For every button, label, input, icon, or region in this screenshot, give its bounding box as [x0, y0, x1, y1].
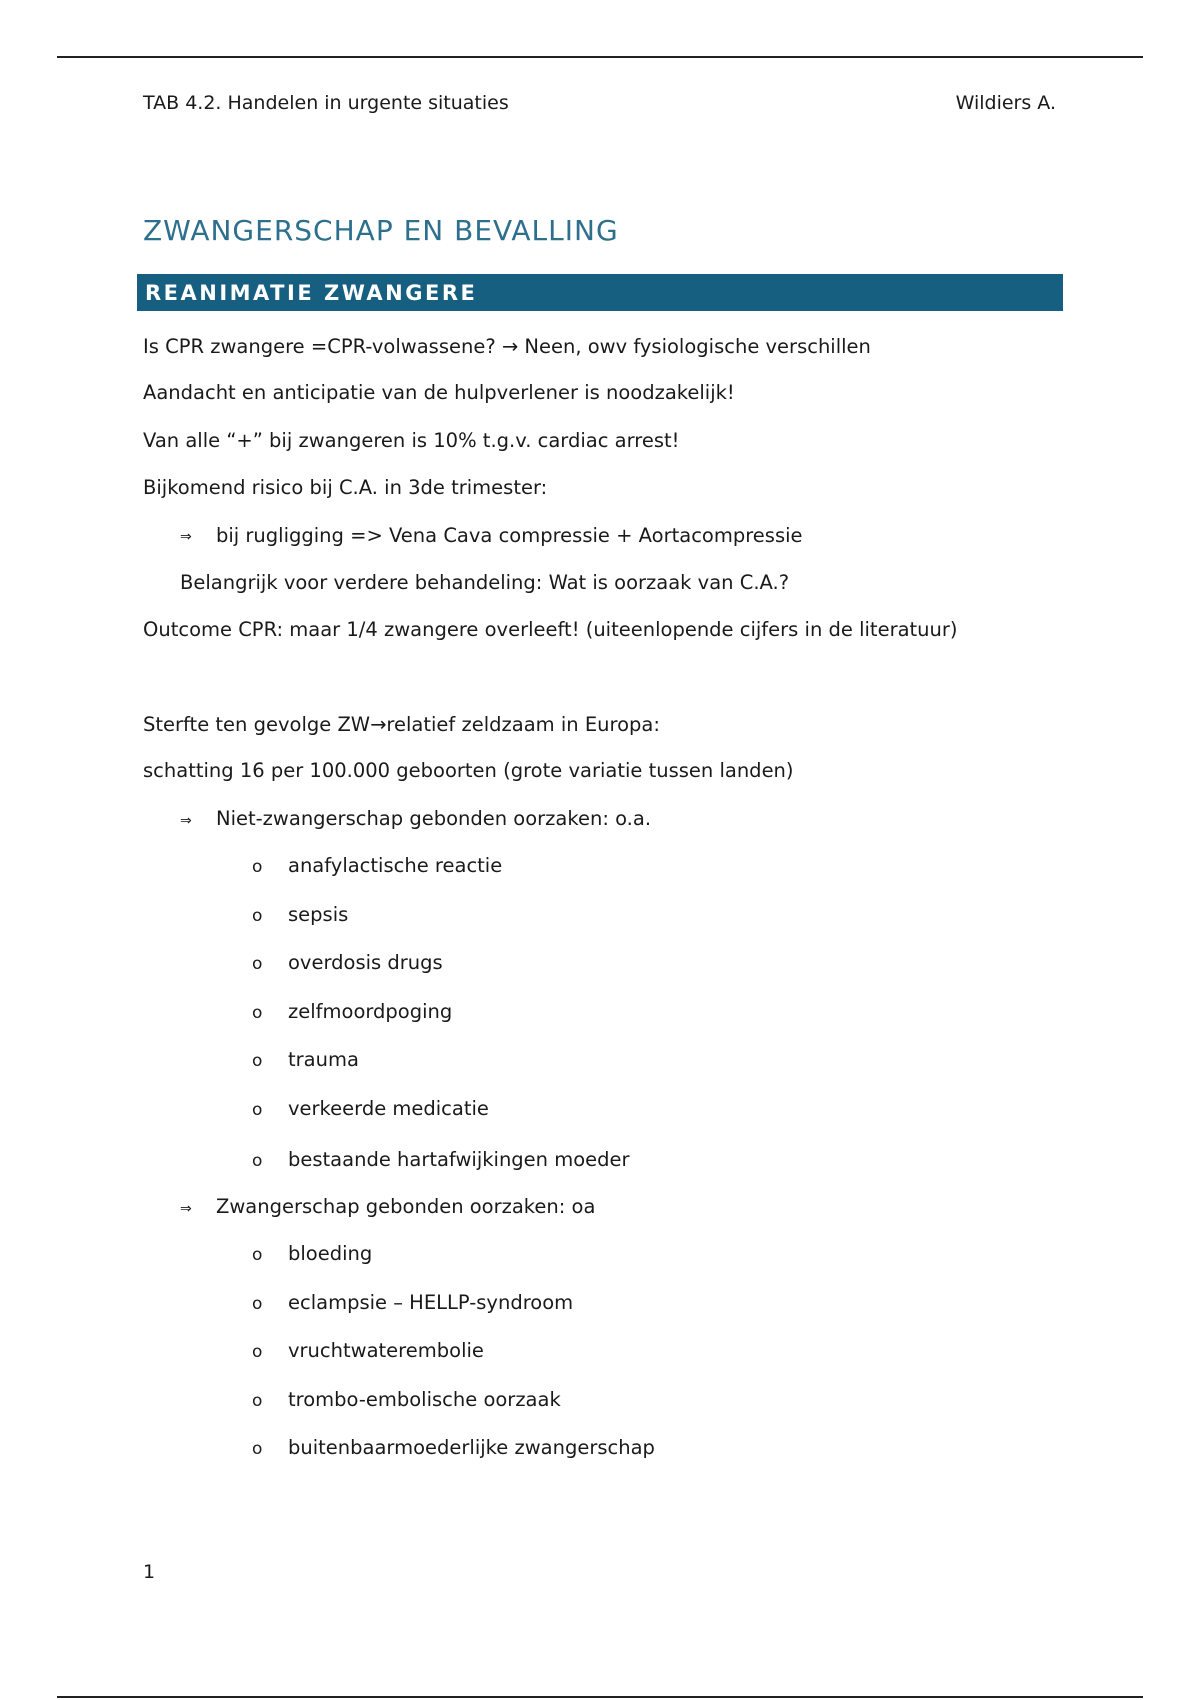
list-item: anafylactische reactie — [288, 854, 503, 877]
list-item: bloeding — [288, 1242, 373, 1265]
list-item: trauma — [288, 1048, 359, 1071]
circle-bullet-icon: o — [252, 857, 263, 877]
header-author: Wildiers A. — [955, 92, 1056, 114]
section-heading-bar — [137, 274, 1063, 311]
circle-bullet-icon: o — [252, 1391, 263, 1411]
page-number: 1 — [143, 1561, 156, 1583]
bottom-rule — [57, 1696, 1143, 1698]
important-note: Belangrijk voor verdere behandeling: Wat is oorzaak van C.A.? — [180, 571, 790, 594]
circle-bullet-icon: o — [252, 1003, 263, 1023]
list-item: overdosis drugs — [288, 951, 443, 974]
list-item: vruchtwaterembolie — [288, 1339, 484, 1362]
list-item: trombo-embolische oorzaak — [288, 1388, 561, 1411]
arrow-bullet-icon: ⇒ — [180, 1201, 192, 1217]
circle-bullet-icon: o — [252, 1245, 263, 1265]
circle-bullet-icon: o — [252, 1342, 263, 1362]
list-item: sepsis — [288, 903, 349, 926]
paragraph-cpr: Is CPR zwangere =CPR-volwassene? → Neen, owv fysiologische verschillen — [143, 335, 871, 358]
list-item: bestaande hartafwijkingen moeder — [288, 1148, 630, 1171]
page-title: ZWANGERSCHAP EN BEVALLING — [143, 214, 619, 247]
paragraph-attention: Aandacht en anticipatie van de hulpverlener is noodzakelijk! — [143, 381, 735, 404]
circle-bullet-icon: o — [252, 1100, 263, 1120]
top-rule — [57, 56, 1143, 58]
list-item: verkeerde medicatie — [288, 1097, 489, 1120]
circle-bullet-icon: o — [252, 954, 263, 974]
outcome-text: Outcome CPR: maar 1/4 zwangere overleeft! (uiteenlopende cijfers in de literatuur) — [143, 618, 958, 641]
mortality-line-1: Sterfte ten gevolge ZW→relatief zeldzaam in Europa: — [143, 713, 660, 736]
header-course: TAB 4.2. Handelen in urgente situaties — [143, 92, 509, 114]
non-pregnancy-causes-heading: Niet-zwangerschap gebonden oorzaken: o.a. — [216, 807, 652, 830]
risk-item: bij rugligging => Vena Cava compressie + Aortacompressie — [216, 524, 803, 547]
circle-bullet-icon: o — [252, 906, 263, 926]
list-item: zelfmoordpoging — [288, 1000, 453, 1023]
arrow-bullet-icon: ⇒ — [180, 529, 192, 545]
paragraph-risk: Bijkomend risico bij C.A. in 3de trimester: — [143, 476, 548, 499]
pregnancy-causes-heading: Zwangerschap gebonden oorzaken: oa — [216, 1195, 596, 1218]
list-item: eclampsie – HELLP-syndroom — [288, 1291, 574, 1314]
list-item: buitenbaarmoederlijke zwangerschap — [288, 1436, 655, 1459]
paragraph-statistic: Van alle “+” bij zwangeren is 10% t.g.v. cardiac arrest! — [143, 429, 680, 452]
circle-bullet-icon: o — [252, 1051, 263, 1071]
circle-bullet-icon: o — [252, 1439, 263, 1459]
arrow-bullet-icon: ⇒ — [180, 813, 192, 829]
circle-bullet-icon: o — [252, 1151, 263, 1171]
mortality-line-2: schatting 16 per 100.000 geboorten (grote variatie tussen landen) — [143, 759, 794, 782]
section-heading: REANIMATIE ZWANGERE — [145, 281, 478, 305]
circle-bullet-icon: o — [252, 1294, 263, 1314]
